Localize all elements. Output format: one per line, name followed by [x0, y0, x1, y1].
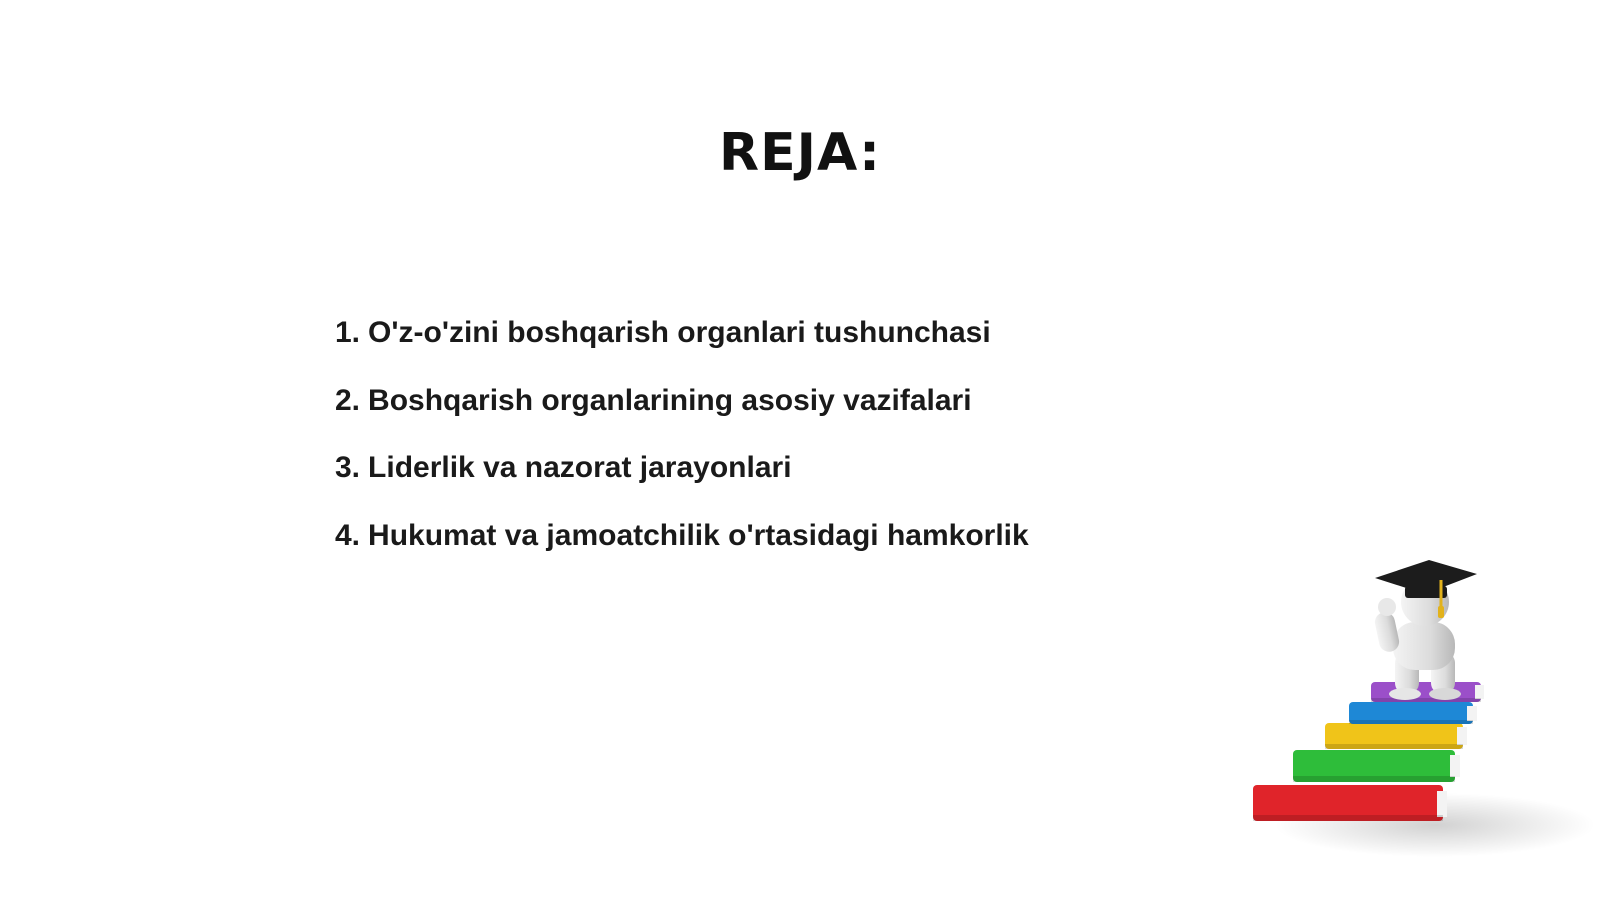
book-yellow	[1325, 723, 1467, 749]
slide-title: REJA:	[719, 122, 881, 183]
plan-item-text: Liderlik va nazorat jarayonlari	[368, 451, 792, 484]
plan-item-number: 1.	[335, 316, 361, 349]
plan-item-text: Boshqarish organlarining asosiy vazifalari	[368, 383, 972, 417]
plan-item-text: Hukumat va jamoatchilik o'rtasidagi hamkorlik	[368, 518, 1029, 552]
book-red	[1253, 785, 1447, 821]
plan-item-4	[335, 519, 1029, 553]
plan-item-number: 3.	[335, 451, 361, 484]
plan-item-3	[335, 451, 1029, 485]
plan-item-number: 4.	[335, 518, 361, 552]
book-purple	[1371, 682, 1484, 702]
book-green	[1293, 750, 1460, 782]
plan-item-1	[335, 316, 1029, 350]
graduate-on-books-icon	[1245, 560, 1595, 890]
book-blue	[1349, 702, 1477, 724]
plan-item-number: 2.	[335, 383, 361, 417]
plan-item-2	[335, 384, 1029, 418]
plan-list	[335, 316, 1029, 586]
plan-item-text: O'z-o'zini boshqarish organlari tushunchasi	[368, 316, 991, 349]
